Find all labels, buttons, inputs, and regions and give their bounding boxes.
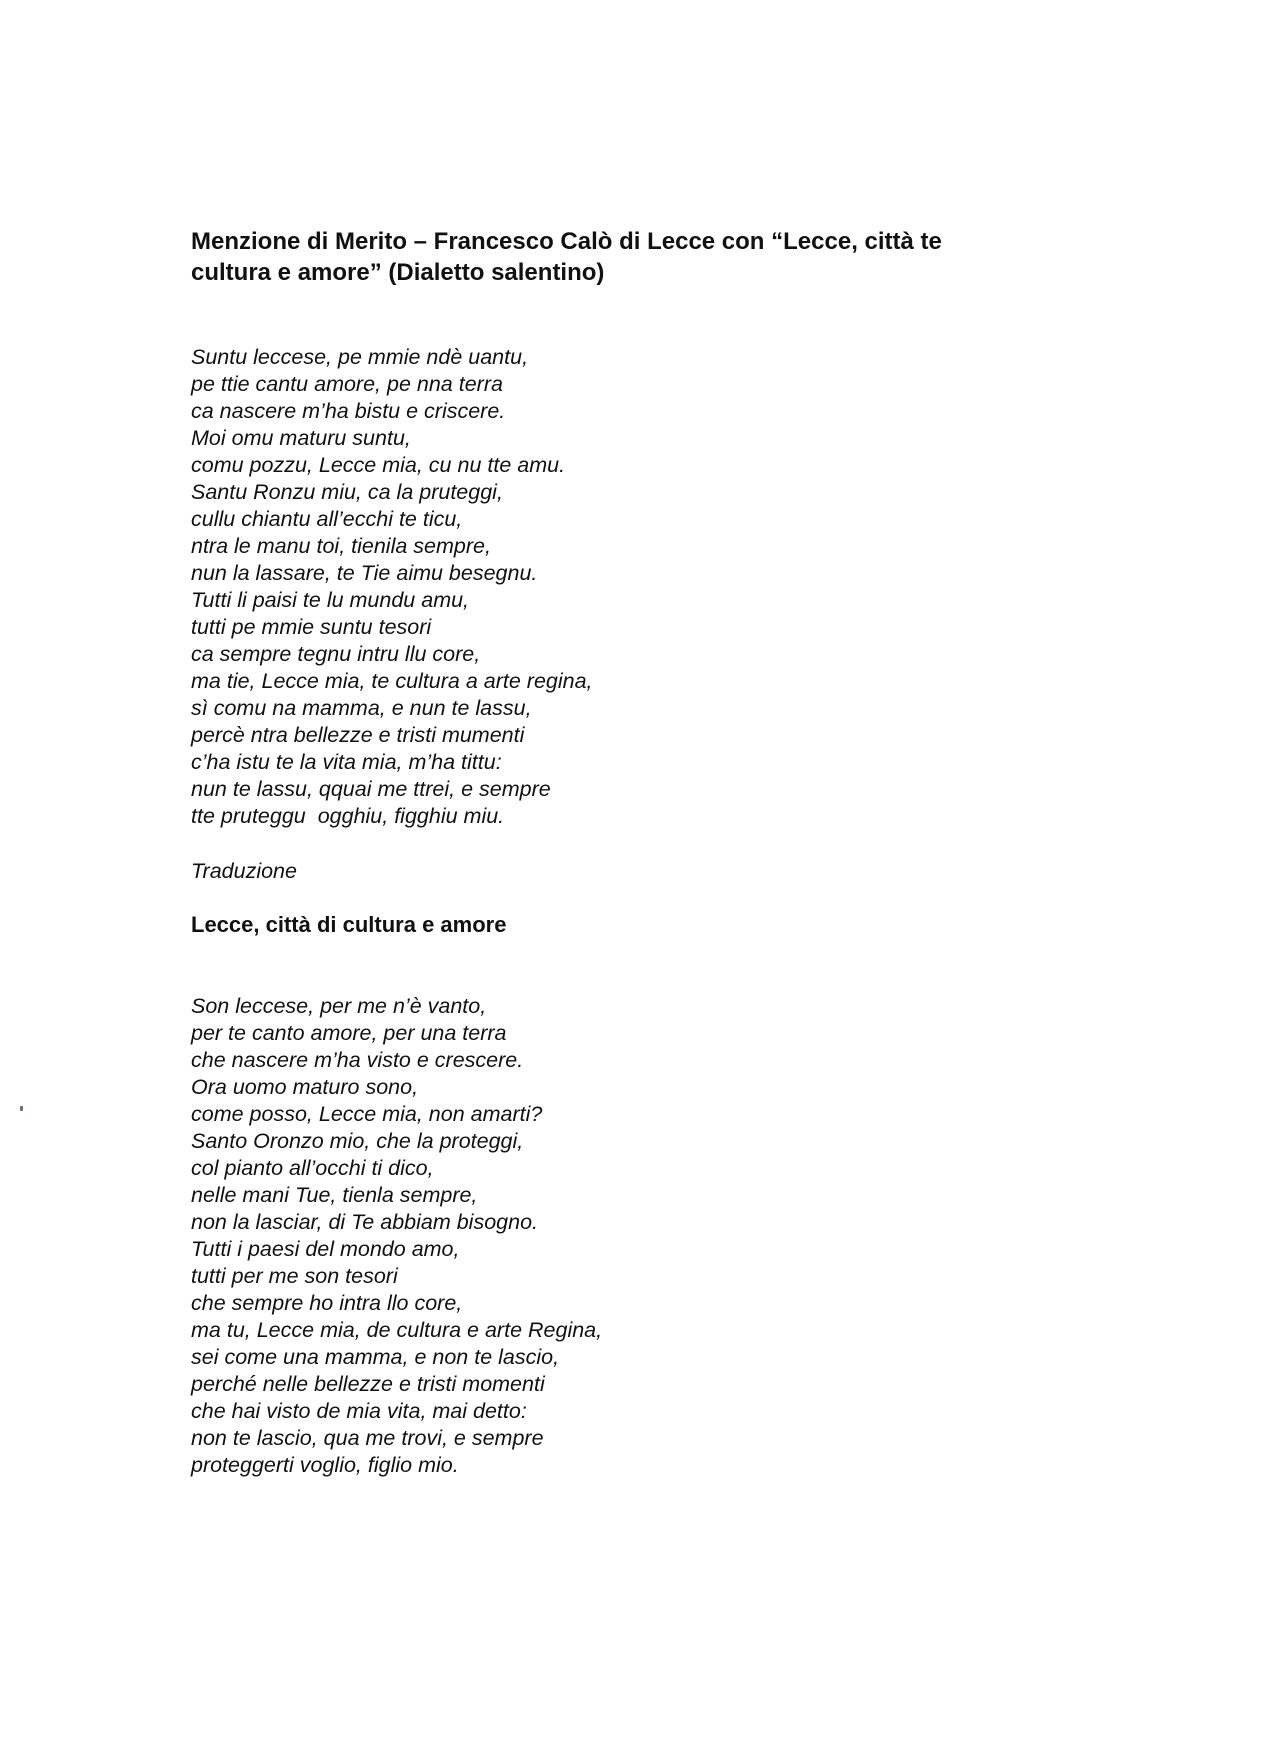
poem-line: per te canto amore, per una terra (191, 1021, 507, 1045)
title-line-1: Menzione di Merito – Francesco Calò di Lecce con “Lecce, città te (191, 228, 942, 255)
poem-line: tutti per me son tesori (191, 1264, 398, 1288)
poem-line: che hai visto de mia vita, mai detto: (191, 1399, 527, 1423)
translation-label: Traduzione (191, 859, 297, 883)
poem-dialect (191, 344, 891, 830)
poem-line: sei come una mamma, e non te lascio, (191, 1345, 560, 1369)
poem-line: ma tu, Lecce mia, de cultura e arte Regina, (191, 1318, 603, 1342)
poem-line: percè ntra bellezze e tristi mumenti (191, 723, 525, 747)
poem-line: proteggerti voglio, figlio mio. (191, 1453, 459, 1477)
poem-line: ca nascere m’ha bistu e criscere. (191, 399, 506, 423)
poem-line: che sempre ho intra llo core, (191, 1291, 463, 1315)
poem-line: c’ha istu te la vita mia, m’ha tittu: (191, 750, 502, 774)
poem-line: Suntu leccese, pe mmie ndè uantu, (191, 345, 529, 369)
poem-line: Santu Ronzu miu, ca la pruteggi, (191, 480, 503, 504)
translation-title: Lecce, città di cultura e amore (191, 912, 507, 937)
poem-line: cullu chiantu all’ecchi te ticu, (191, 507, 463, 531)
poem-line: non te lascio, qua me trovi, e sempre (191, 1426, 544, 1450)
scan-speck (20, 1106, 23, 1111)
poem-line: col pianto all’occhi ti dico, (191, 1156, 434, 1180)
poem-line: che nascere m’ha visto e crescere. (191, 1048, 524, 1072)
title-line-2: cultura e amore” (Dialetto salentino) (191, 259, 605, 286)
poem-line: pe ttie cantu amore, pe nna terra (191, 372, 503, 396)
poem-line: comu pozzu, Lecce mia, cu nu tte amu. (191, 453, 566, 477)
poem-line: nun te lassu, qquai me ttrei, e sempre (191, 777, 551, 801)
poem-line: Moi omu maturu suntu, (191, 426, 411, 450)
poem-line: come posso, Lecce mia, non amarti? (191, 1102, 543, 1126)
poem-line: sì comu na mamma, e nun te lassu, (191, 696, 532, 720)
poem-line: Tutti i paesi del mondo amo, (191, 1237, 460, 1261)
poem-line: nelle mani Tue, tienla sempre, (191, 1183, 478, 1207)
poem-line: Santo Oronzo mio, che la proteggi, (191, 1129, 524, 1153)
poem-line: Ora uomo maturo sono, (191, 1075, 419, 1099)
poem-line: tutti pe mmie suntu tesori (191, 615, 432, 639)
poem-line: tte pruteggu ogghiu, figghiu miu. (191, 804, 505, 828)
document-title (191, 226, 1091, 288)
poem-line: perché nelle bellezze e tristi momenti (191, 1372, 545, 1396)
poem-line: ca sempre tegnu intru llu core, (191, 642, 481, 666)
poem-line: Tutti li paisi te lu mundu amu, (191, 588, 470, 612)
poem-line: ma tie, Lecce mia, te cultura a arte regina, (191, 669, 593, 693)
poem-line: nun la lassare, te Tie aimu besegnu. (191, 561, 538, 585)
poem-line: non la lasciar, di Te abbiam bisogno. (191, 1210, 539, 1234)
poem-line: Son leccese, per me n’è vanto, (191, 994, 487, 1018)
poem-translation (191, 993, 891, 1479)
poem-line: ntra le manu toi, tienila sempre, (191, 534, 491, 558)
